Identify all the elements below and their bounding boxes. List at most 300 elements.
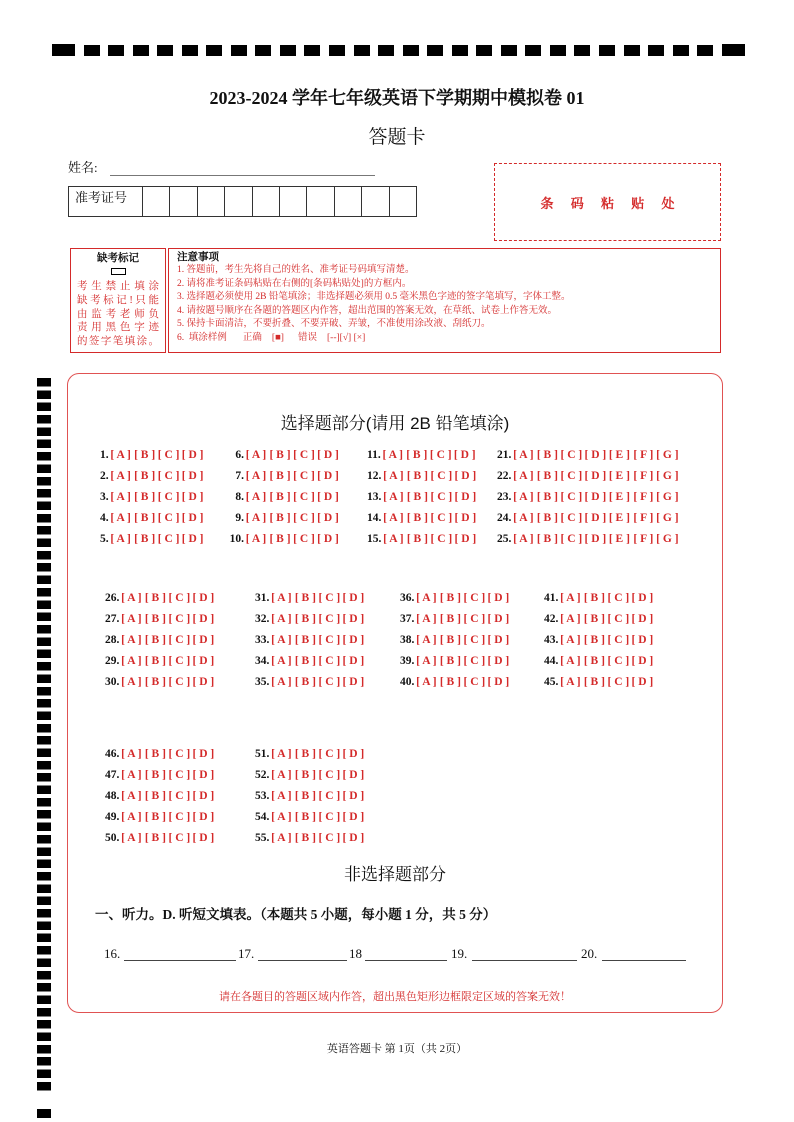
timing-mark [525, 45, 541, 56]
notes-item: 1. 答题前，考生先将自己的姓名、准考证号码填写清楚。 [177, 265, 415, 275]
answer-bubble-b[interactable]: [ B ] [582, 588, 606, 609]
answer-bubble-d[interactable]: [ D ] [583, 529, 607, 550]
answer-bubble-c[interactable]: [ C ] [157, 445, 181, 466]
page-footer: 英语答题卡 第 1页（共 2页） [326, 1043, 468, 1055]
exam-id-digit-cell[interactable] [280, 187, 307, 216]
timing-mark [624, 45, 640, 56]
answer-bubble-c[interactable]: [ C ] [157, 466, 181, 487]
answer-bubble-c[interactable]: [ C ] [462, 609, 486, 630]
answer-bubble-c[interactable]: [ C ] [317, 672, 341, 693]
answer-bubble-c[interactable]: [ C ] [606, 588, 630, 609]
question-number: 44. [544, 655, 559, 667]
answer-bubble-b[interactable]: [ B ] [438, 672, 462, 693]
answer-bubble-d[interactable]: [ D ] [191, 651, 215, 672]
exam-id-digit-cell[interactable] [253, 187, 280, 216]
answer-bubble-d[interactable]: [ D ] [341, 828, 365, 849]
choice-column-1-5 [100, 445, 205, 550]
question-number: 43. [544, 634, 559, 646]
question-number: 30. [105, 676, 120, 688]
answer-area-warning: 请在各题目的答题区域内作答，超出黑色矩形边框限定区域的答案无效！ [219, 991, 571, 1003]
answer-bubble-d[interactable]: [ D ] [191, 744, 215, 765]
answer-bubble-c[interactable]: [ C ] [462, 672, 486, 693]
answer-bubble-c[interactable]: [ C ] [429, 508, 453, 529]
answer-bubble-b[interactable]: [ B ] [143, 588, 167, 609]
timing-mark [378, 45, 394, 56]
answer-bubble-c[interactable]: [ C ] [559, 508, 583, 529]
answer-bubble-d[interactable]: [ D ] [583, 487, 607, 508]
answer-bubble-c[interactable]: [ C ] [292, 445, 316, 466]
answer-bubble-g[interactable]: [ G ] [655, 445, 679, 466]
answer-bubble-d[interactable]: [ D ] [341, 807, 365, 828]
answer-bubble-c[interactable]: [ C ] [157, 508, 181, 529]
question-row [497, 529, 679, 550]
answer-bubble-d[interactable]: [ D ] [341, 651, 365, 672]
answer-bubble-a[interactable]: [ A ] [109, 487, 133, 508]
answer-bubble-c[interactable]: [ C ] [167, 828, 191, 849]
answer-bubble-b[interactable]: [ B ] [405, 508, 429, 529]
answer-blank-20[interactable] [602, 948, 686, 961]
answer-bubble-d[interactable]: [ D ] [181, 529, 205, 550]
answer-bubble-a[interactable]: [ A ] [414, 609, 438, 630]
answer-bubble-b[interactable]: [ B ] [143, 807, 167, 828]
answer-bubble-a[interactable]: [ A ] [414, 588, 438, 609]
answer-blank-19[interactable] [472, 948, 577, 961]
answer-bubble-b[interactable]: [ B ] [268, 487, 292, 508]
answer-bubble-d[interactable]: [ D ] [316, 487, 340, 508]
answer-bubble-d[interactable]: [ D ] [181, 445, 205, 466]
answer-bubble-a[interactable]: [ A ] [381, 508, 405, 529]
answer-bubble-c[interactable]: [ C ] [167, 744, 191, 765]
answer-bubble-d[interactable]: [ D ] [191, 828, 215, 849]
answer-bubble-b[interactable]: [ B ] [582, 609, 606, 630]
answer-bubble-a[interactable]: [ A ] [109, 529, 133, 550]
answer-bubble-b[interactable]: [ B ] [293, 651, 317, 672]
answer-bubble-d[interactable]: [ D ] [181, 487, 205, 508]
answer-bubble-a[interactable]: [ A ] [119, 609, 143, 630]
answer-bubble-a[interactable]: [ A ] [119, 744, 143, 765]
question-row [100, 529, 205, 550]
answer-bubble-a[interactable]: [ A ] [269, 672, 293, 693]
listening-part-heading: 一、听力。D. 听短文填表。（本题共 5 小题，每小题 1 分，共 5 分） [95, 907, 497, 922]
answer-bubble-a[interactable]: [ A ] [511, 466, 535, 487]
answer-bubble-c[interactable]: [ C ] [167, 588, 191, 609]
answer-bubble-c[interactable]: [ C ] [157, 487, 181, 508]
answer-bubble-d[interactable]: [ D ] [191, 765, 215, 786]
answer-blank-16[interactable] [124, 948, 236, 961]
name-input-line[interactable] [110, 175, 375, 176]
answer-bubble-b[interactable]: [ B ] [405, 445, 429, 466]
answer-bubble-a[interactable]: [ A ] [109, 445, 133, 466]
exam-id-digit-cell[interactable] [362, 187, 389, 216]
answer-bubble-a[interactable]: [ A ] [109, 466, 133, 487]
answer-bubble-d[interactable]: [ D ] [191, 807, 215, 828]
answer-bubble-c[interactable]: [ C ] [462, 630, 486, 651]
answer-bubble-d[interactable]: [ D ] [341, 609, 365, 630]
answer-bubble-b[interactable]: [ B ] [268, 529, 292, 550]
answer-bubble-c[interactable]: [ C ] [606, 630, 630, 651]
question-row [400, 609, 510, 630]
answer-bubble-b[interactable]: [ B ] [438, 651, 462, 672]
answer-bubble-b[interactable]: [ B ] [293, 786, 317, 807]
answer-bubble-a[interactable]: [ A ] [269, 807, 293, 828]
notes-item: 3. 选择题必须使用 2B 铅笔填涂；非选择题必须用 0.5 毫米黑色字迹的签字笔填写，字体工整。 [177, 292, 571, 303]
question-number: 7. [235, 470, 244, 482]
answer-bubble-c[interactable]: [ C ] [559, 466, 583, 487]
timing-mark [304, 45, 320, 56]
answer-bubble-c[interactable]: [ C ] [167, 651, 191, 672]
answer-bubble-b[interactable]: [ B ] [293, 672, 317, 693]
answer-bubble-c[interactable]: [ C ] [167, 807, 191, 828]
answer-bubble-f[interactable]: [ F ] [631, 445, 655, 466]
answer-bubble-b[interactable]: [ B ] [268, 466, 292, 487]
question-row [227, 445, 340, 466]
answer-blank-17[interactable] [258, 948, 347, 961]
answer-bubble-f[interactable]: [ F ] [631, 508, 655, 529]
answer-bubble-a[interactable]: [ A ] [511, 529, 535, 550]
question-row [400, 651, 510, 672]
notes-panel [168, 248, 721, 353]
answer-bubble-b[interactable]: [ B ] [582, 630, 606, 651]
exam-id-digit-cell[interactable] [170, 187, 197, 216]
blank-number: 18 [349, 946, 362, 961]
question-row [367, 529, 477, 550]
timing-mark [231, 45, 247, 56]
question-row [255, 651, 365, 672]
answer-bubble-d[interactable]: [ D ] [191, 588, 215, 609]
answer-bubble-c[interactable]: [ C ] [317, 807, 341, 828]
exam-title: 2023-2024 学年七年级英语下学期期中模拟卷 01 [209, 88, 585, 108]
answer-bubble-e[interactable]: [ E ] [607, 466, 631, 487]
answer-bubble-a[interactable]: [ A ] [119, 786, 143, 807]
answer-bubble-a[interactable]: [ A ] [119, 588, 143, 609]
notes-item: 4. 请按题号顺序在各题的答题区内作答，超出范围的答案无效，在草纸、试卷上作答无效。 [177, 305, 558, 316]
answer-bubble-d[interactable]: [ D ] [191, 630, 215, 651]
choice-column-21-25 [497, 445, 679, 550]
answer-bubble-a[interactable]: [ A ] [558, 630, 582, 651]
question-number: 13. [367, 491, 382, 503]
answer-bubble-b[interactable]: [ B ] [405, 529, 429, 550]
answer-bubble-a[interactable]: [ A ] [119, 672, 143, 693]
answer-bubble-b[interactable]: [ B ] [143, 744, 167, 765]
answer-bubble-d[interactable]: [ D ] [630, 651, 654, 672]
answer-bubble-a[interactable]: [ A ] [244, 529, 268, 550]
listening-fill-row [104, 945, 686, 962]
answer-bubble-a[interactable]: [ A ] [381, 466, 405, 487]
answer-bubble-a[interactable]: [ A ] [558, 609, 582, 630]
answer-bubble-a[interactable]: [ A ] [414, 630, 438, 651]
answer-bubble-d[interactable]: [ D ] [486, 588, 510, 609]
answer-bubble-a[interactable]: [ A ] [558, 588, 582, 609]
answer-bubble-c[interactable]: [ C ] [167, 672, 191, 693]
answer-bubble-c[interactable]: [ C ] [317, 630, 341, 651]
answer-bubble-a[interactable]: [ A ] [414, 672, 438, 693]
answer-bubble-b[interactable]: [ B ] [535, 529, 559, 550]
choice-column-41-45 [544, 588, 654, 693]
answer-bubble-d[interactable]: [ D ] [486, 672, 510, 693]
answer-bubble-d[interactable]: [ D ] [341, 588, 365, 609]
answer-bubble-b[interactable]: [ B ] [133, 487, 157, 508]
answer-bubble-d[interactable]: [ D ] [341, 744, 365, 765]
answer-bubble-b[interactable]: [ B ] [293, 588, 317, 609]
question-number: 27. [105, 613, 120, 625]
answer-bubble-a[interactable]: [ A ] [269, 609, 293, 630]
answer-bubble-c[interactable]: [ C ] [292, 508, 316, 529]
answer-bubble-g[interactable]: [ G ] [655, 487, 679, 508]
answer-bubble-c[interactable]: [ C ] [429, 466, 453, 487]
timing-mark [108, 45, 124, 56]
answer-bubble-a[interactable]: [ A ] [109, 508, 133, 529]
answer-bubble-d[interactable]: [ D ] [341, 672, 365, 693]
answer-bubble-d[interactable]: [ D ] [341, 630, 365, 651]
answer-bubble-d[interactable]: [ D ] [453, 445, 477, 466]
answer-bubble-a[interactable]: [ A ] [511, 508, 535, 529]
answer-bubble-a[interactable]: [ A ] [119, 651, 143, 672]
answer-bubble-b[interactable]: [ B ] [143, 828, 167, 849]
answer-bubble-c[interactable]: [ C ] [292, 529, 316, 550]
answer-bubble-d[interactable]: [ D ] [316, 445, 340, 466]
answer-blank-18[interactable] [365, 948, 447, 961]
answer-bubble-b[interactable]: [ B ] [143, 786, 167, 807]
answer-bubble-c[interactable]: [ C ] [292, 487, 316, 508]
answer-bubble-b[interactable]: [ B ] [535, 508, 559, 529]
answer-bubble-b[interactable]: [ B ] [438, 588, 462, 609]
answer-bubble-c[interactable]: [ C ] [167, 630, 191, 651]
timing-mark [84, 45, 100, 56]
answer-bubble-b[interactable]: [ B ] [405, 466, 429, 487]
exam-id-digit-cell[interactable] [225, 187, 252, 216]
answer-bubble-c[interactable]: [ C ] [167, 765, 191, 786]
answer-bubble-b[interactable]: [ B ] [438, 609, 462, 630]
answer-bubble-b[interactable]: [ B ] [293, 765, 317, 786]
question-number: 26. [105, 592, 120, 604]
answer-bubble-c[interactable]: [ C ] [429, 487, 453, 508]
answer-bubble-a[interactable]: [ A ] [269, 588, 293, 609]
answer-bubble-d[interactable]: [ D ] [486, 630, 510, 651]
answer-bubble-d[interactable]: [ D ] [486, 651, 510, 672]
answer-bubble-e[interactable]: [ E ] [607, 529, 631, 550]
question-row [227, 508, 340, 529]
left-timing-mark-end [37, 1109, 51, 1118]
answer-bubble-d[interactable]: [ D ] [191, 672, 215, 693]
answer-bubble-b[interactable]: [ B ] [143, 651, 167, 672]
exam-id-digit-cell[interactable] [335, 187, 362, 216]
answer-bubble-c[interactable]: [ C ] [606, 651, 630, 672]
answer-bubble-a[interactable]: [ A ] [558, 672, 582, 693]
answer-bubble-a[interactable]: [ A ] [244, 487, 268, 508]
answer-bubble-a[interactable]: [ A ] [511, 487, 535, 508]
answer-bubble-b[interactable]: [ B ] [293, 630, 317, 651]
answer-bubble-c[interactable]: [ C ] [317, 744, 341, 765]
answer-bubble-c[interactable]: [ C ] [429, 529, 453, 550]
answer-bubble-a[interactable]: [ A ] [269, 630, 293, 651]
answer-bubble-a[interactable]: [ A ] [269, 828, 293, 849]
answer-bubble-c[interactable]: [ C ] [167, 609, 191, 630]
answer-bubble-c[interactable]: [ C ] [317, 609, 341, 630]
answer-bubble-d[interactable]: [ D ] [630, 672, 654, 693]
answer-bubble-b[interactable]: [ B ] [582, 651, 606, 672]
answer-bubble-e[interactable]: [ E ] [607, 487, 631, 508]
question-row [544, 630, 654, 651]
answer-bubble-a[interactable]: [ A ] [269, 744, 293, 765]
answer-bubble-a[interactable]: [ A ] [269, 765, 293, 786]
absent-mark-panel [70, 248, 166, 353]
answer-bubble-c[interactable]: [ C ] [317, 765, 341, 786]
answer-bubble-d[interactable]: [ D ] [316, 508, 340, 529]
answer-bubble-b[interactable]: [ B ] [535, 466, 559, 487]
answer-bubble-b[interactable]: [ B ] [143, 609, 167, 630]
answer-bubble-c[interactable]: [ C ] [462, 651, 486, 672]
question-row [367, 466, 477, 487]
answer-bubble-b[interactable]: [ B ] [535, 487, 559, 508]
answer-bubble-a[interactable]: [ A ] [558, 651, 582, 672]
answer-bubble-g[interactable]: [ G ] [655, 508, 679, 529]
answer-bubble-d[interactable]: [ D ] [181, 466, 205, 487]
question-row [100, 508, 205, 529]
answer-bubble-a[interactable]: [ A ] [511, 445, 535, 466]
answer-bubble-d[interactable]: [ D ] [630, 609, 654, 630]
answer-bubble-b[interactable]: [ B ] [438, 630, 462, 651]
answer-bubble-d[interactable]: [ D ] [341, 765, 365, 786]
answer-bubble-c[interactable]: [ C ] [559, 487, 583, 508]
answer-bubble-a[interactable]: [ A ] [381, 487, 405, 508]
answer-bubble-d[interactable]: [ D ] [583, 508, 607, 529]
exam-id-label: 准考证号 [69, 187, 143, 216]
answer-bubble-a[interactable]: [ A ] [381, 445, 405, 466]
timing-mark [280, 45, 296, 56]
question-row [255, 786, 365, 807]
choice-column-51-55 [255, 744, 365, 849]
exam-id-digit-cell[interactable] [307, 187, 334, 216]
question-row [227, 466, 340, 487]
question-row [400, 630, 510, 651]
answer-bubble-c[interactable]: [ C ] [462, 588, 486, 609]
question-number: 45. [544, 676, 559, 688]
answer-bubble-c[interactable]: [ C ] [429, 445, 453, 466]
answer-bubble-b[interactable]: [ B ] [143, 672, 167, 693]
answer-bubble-g[interactable]: [ G ] [655, 466, 679, 487]
question-number: 28. [105, 634, 120, 646]
answer-bubble-b[interactable]: [ B ] [133, 508, 157, 529]
timing-mark [501, 45, 517, 56]
answer-bubble-c[interactable]: [ C ] [606, 609, 630, 630]
answer-bubble-a[interactable]: [ A ] [119, 765, 143, 786]
question-row [255, 630, 365, 651]
answer-bubble-d[interactable]: [ D ] [316, 466, 340, 487]
answer-bubble-a[interactable]: [ A ] [244, 445, 268, 466]
answer-bubble-b[interactable]: [ B ] [535, 445, 559, 466]
question-row [105, 630, 215, 651]
answer-bubble-b[interactable]: [ B ] [293, 807, 317, 828]
question-row [255, 807, 365, 828]
answer-bubble-b[interactable]: [ B ] [133, 529, 157, 550]
choice-column-6-10 [227, 445, 340, 550]
question-number: 52. [255, 769, 270, 781]
answer-bubble-d[interactable]: [ D ] [486, 609, 510, 630]
answer-bubble-b[interactable]: [ B ] [268, 508, 292, 529]
exam-id-digit-cell[interactable] [198, 187, 225, 216]
answer-bubble-b[interactable]: [ B ] [143, 630, 167, 651]
answer-bubble-b[interactable]: [ B ] [143, 765, 167, 786]
question-row [497, 466, 679, 487]
answer-bubble-d[interactable]: [ D ] [191, 609, 215, 630]
answer-bubble-a[interactable]: [ A ] [269, 651, 293, 672]
answer-bubble-e[interactable]: [ E ] [607, 508, 631, 529]
answer-bubble-c[interactable]: [ C ] [559, 445, 583, 466]
answer-bubble-a[interactable]: [ A ] [119, 828, 143, 849]
answer-bubble-a[interactable]: [ A ] [414, 651, 438, 672]
answer-bubble-d[interactable]: [ D ] [453, 466, 477, 487]
absent-mark-checkbox[interactable] [111, 268, 126, 275]
answer-bubble-b[interactable]: [ B ] [133, 445, 157, 466]
exam-id-digit-cell[interactable] [143, 187, 170, 216]
answer-bubble-d[interactable]: [ D ] [316, 529, 340, 550]
timing-mark [574, 45, 590, 56]
question-number: 41. [544, 592, 559, 604]
answer-bubble-f[interactable]: [ F ] [631, 487, 655, 508]
timing-mark [722, 44, 745, 56]
answer-bubble-d[interactable]: [ D ] [453, 487, 477, 508]
answer-bubble-b[interactable]: [ B ] [405, 487, 429, 508]
question-row [105, 744, 215, 765]
answer-bubble-c[interactable]: [ C ] [317, 786, 341, 807]
answer-bubble-b[interactable]: [ B ] [582, 672, 606, 693]
answer-bubble-f[interactable]: [ F ] [631, 529, 655, 550]
answer-bubble-c[interactable]: [ C ] [167, 786, 191, 807]
answer-bubble-d[interactable]: [ D ] [453, 508, 477, 529]
answer-bubble-d[interactable]: [ D ] [181, 508, 205, 529]
question-row [105, 588, 215, 609]
answer-bubble-b[interactable]: [ B ] [293, 828, 317, 849]
answer-bubble-g[interactable]: [ G ] [655, 529, 679, 550]
fill-sample-label: 6. 填涂样例 [177, 332, 227, 343]
exam-id-digit-cell[interactable] [390, 187, 416, 216]
answer-bubble-a[interactable]: [ A ] [244, 508, 268, 529]
question-row [400, 588, 510, 609]
question-row [105, 609, 215, 630]
answer-bubble-c[interactable]: [ C ] [317, 828, 341, 849]
answer-bubble-a[interactable]: [ A ] [119, 807, 143, 828]
answer-bubble-d[interactable]: [ D ] [453, 529, 477, 550]
answer-bubble-c[interactable]: [ C ] [157, 529, 181, 550]
answer-bubble-d[interactable]: [ D ] [583, 466, 607, 487]
answer-bubble-c[interactable]: [ C ] [317, 588, 341, 609]
answer-bubble-d[interactable]: [ D ] [630, 588, 654, 609]
answer-bubble-a[interactable]: [ A ] [269, 786, 293, 807]
answer-bubble-e[interactable]: [ E ] [607, 445, 631, 466]
answer-bubble-c[interactable]: [ C ] [317, 651, 341, 672]
answer-bubble-d[interactable]: [ D ] [191, 786, 215, 807]
answer-bubble-b[interactable]: [ B ] [293, 744, 317, 765]
choice-column-36-40 [400, 588, 510, 693]
timing-mark [452, 45, 468, 56]
answer-bubble-c[interactable]: [ C ] [292, 466, 316, 487]
answer-bubble-a[interactable]: [ A ] [119, 630, 143, 651]
answer-bubble-f[interactable]: [ F ] [631, 466, 655, 487]
answer-bubble-b[interactable]: [ B ] [133, 466, 157, 487]
question-number: 54. [255, 811, 270, 823]
question-row [544, 672, 654, 693]
answer-bubble-a[interactable]: [ A ] [381, 529, 405, 550]
answer-bubble-d[interactable]: [ D ] [630, 630, 654, 651]
answer-bubble-b[interactable]: [ B ] [293, 609, 317, 630]
answer-bubble-d[interactable]: [ D ] [341, 786, 365, 807]
answer-bubble-a[interactable]: [ A ] [244, 466, 268, 487]
answer-bubble-d[interactable]: [ D ] [583, 445, 607, 466]
answer-bubble-b[interactable]: [ B ] [268, 445, 292, 466]
answer-bubble-c[interactable]: [ C ] [559, 529, 583, 550]
answer-bubble-c[interactable]: [ C ] [606, 672, 630, 693]
question-row [227, 529, 340, 550]
